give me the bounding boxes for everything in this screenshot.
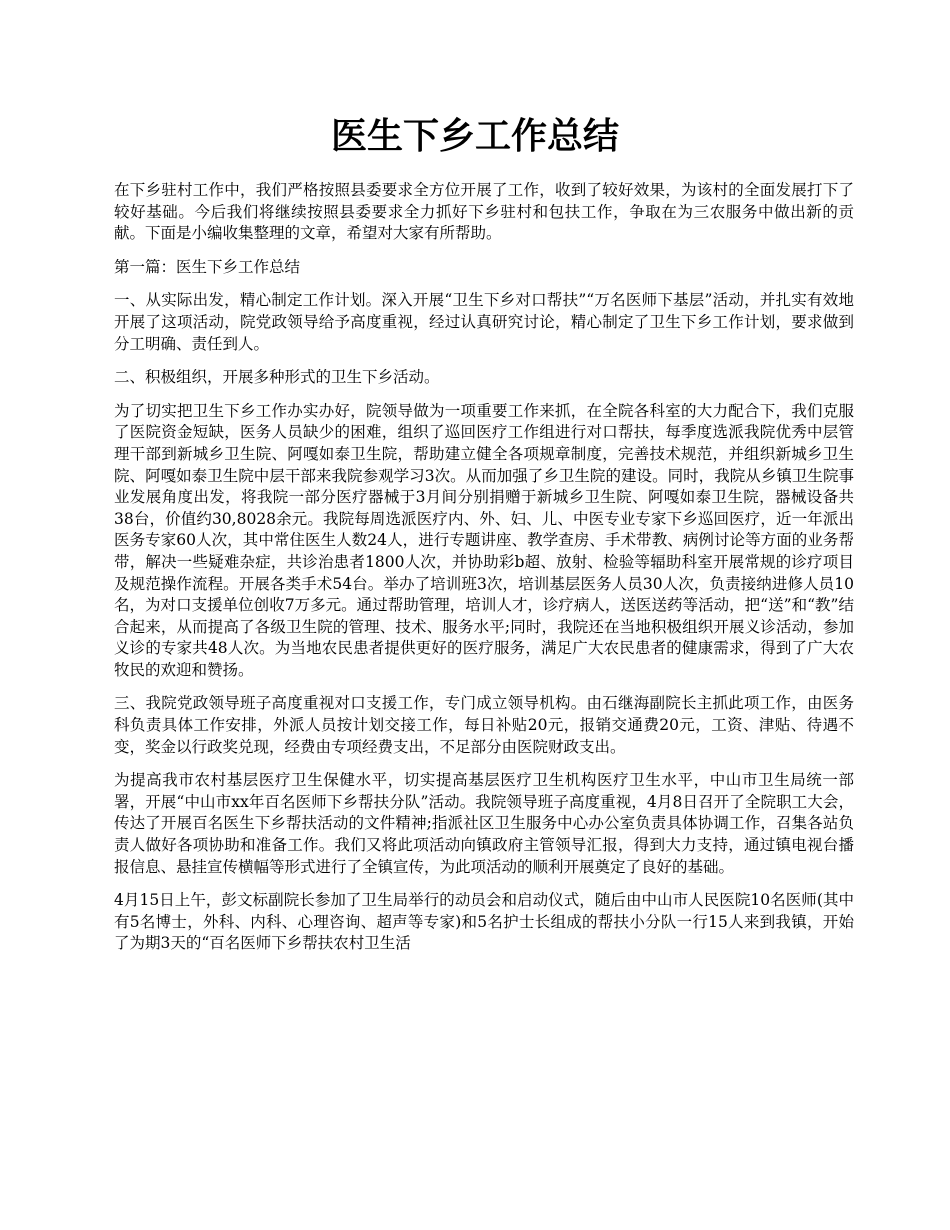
document-body — [114, 180, 854, 967]
document-title: 医生下乡工作总结 — [330, 115, 619, 157]
paragraph: 二、积极组织，开展多种形式的卫生下乡活动。 — [114, 368, 440, 387]
paragraph: 一、从实际出发，精心制定工作计划。深入开展“卫生下乡对口帮扶”“万名医师下基层”活动，并扎实有效地开展了这项活动，院党政领导给予高度重视，经过认真研究讨论，精心制定了卫生下乡工作计划，要求做到分工明确、责任到人。 — [114, 291, 854, 353]
intro-paragraph: 在下乡驻村工作中，我们严格按照县委要求全方位开展了工作，收到了较好效果，为该村的全面发展打下了较好基础。今后我们将继续按照县委要求全力抓好下乡驻村和包扶工作，争取在为三农服务中做出新的贡献。下面是小编收集整理的文章，希望对大家有所帮助。 — [114, 181, 854, 243]
paragraph: 4月15日上午，彭文标副院长参加了卫生局举行的动员会和启动仪式，随后由中山市人民医院10名医师(其中有5名博士，外科、内科、心理咨询、超声等专家)和5名护士长组成的帮扶小分队一行15人来到我镇，开始了为期3天的“百名医师下乡帮扶农村卫生活 — [114, 891, 854, 953]
paragraph: 为了切实把卫生下乡工作办实办好，院领导做为一项重要工作来抓，在全院各科室的大力配合下，我们克服了医院资金短缺，医务人员缺少的困难，组织了巡回医疗工作组进行对口帮扶，每季度选派我院优秀中层管理干部到新城乡卫生院、阿嘎如泰卫生院，帮助建立健全各项规章制度，完善技术规范，并组织新城乡卫生院、阿嘎如泰卫生院中层干部来我院参观学习3次。从而加强了乡卫生院的建设。同时，我院从乡镇卫生院事业发展角度出发，将我院一部分医疗器械于3月间分别捐赠于新城乡卫生院、阿嘎如泰卫生院，器械设备共38台，价值约30,8028余元。我院每周选派医疗内、外、妇、儿、中医专业专家下乡巡回医疗，近一年派出医务专家60人次，其中常住医生人数24人，进行专题讲座、教学查房、手术带教、病例讨论等方面的业务帮带，解决一些疑难杂症，共诊治患者1800人次，并协助彩b超、放射、检验等辐助科室开展常规的诊疗项目及规范操作流程。开展各类手术54台。举办了培训班3次，培训基层医务人员30人次，负责接纳进修人员10名，为对口支援单位创收7万多元。通过帮助管理，培训人才，诊疗病人，送医送药等活动，把“送”和“教”结合起来，从而提高了各级卫生院的管理、技术、服务水平;同时，我院还在当地积极组织开展义诊活动，参加义诊的专家共48人次。为当地农民患者提供更好的医疗服务，满足广大农民患者的健康需求，得到了广大农牧民的欢迎和赞扬。 — [114, 401, 854, 679]
paragraph: 为提高我市农村基层医疗卫生保健水平，切实提高基层医疗卫生机构医疗卫生水平，中山市卫生局统一部署，开展“中山市xx年百名医师下乡帮扶分队”活动。我院领导班子高度重视，4月8日召开了全院职工大会，传达了开展百名医生下乡帮扶活动的文件精神;指派社区卫生服务中心办公室负责具体协调工作，召集各站负责人做好各项协助和准备工作。我们又将此项活动向镇政府主管领导汇报，得到大力支持，通过镇电视台播报信息、悬挂宣传横幅等形式进行了全镇宣传，为此项活动的顺利开展奠定了良好的基础。 — [114, 771, 854, 876]
paragraph: 三、我院党政领导班子高度重视对口支援工作，专门成立领导机构。由石继海副院长主抓此项工作，由医务科负责具体工作安排，外派人员按计划交接工作，每日补贴20元，报销交通费20元，工资、津贴、待遇不变，奖金以行政奖兑现，经费由专项经费支出，不足部分由医院财政支出。 — [114, 694, 854, 756]
section-heading: 第一篇：医生下乡工作总结 — [114, 257, 301, 276]
